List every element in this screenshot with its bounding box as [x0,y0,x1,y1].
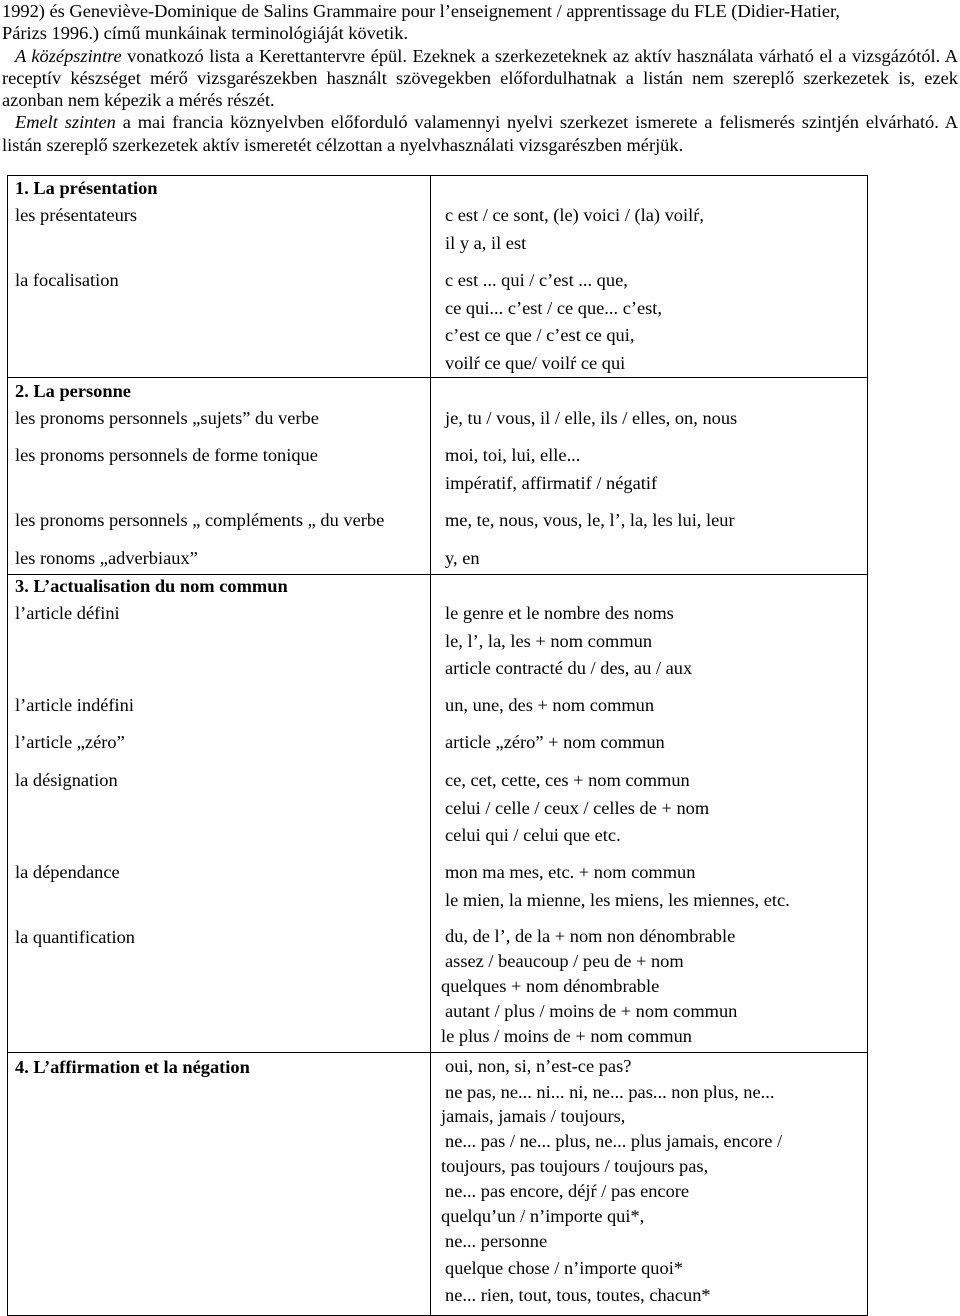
s3-row6-right: du, de l’, de la + nom non dénombrable assez / beaucoup / peu de + nom quelques + nom dénombrable autant / plus / moins de + nom commun le plus / moins de + nom commun [441,926,738,1046]
s3-row2-right: un, une, des + nom commun [445,695,655,715]
intro-text [2,0,958,156]
intro-p2-text: vonatkozó lista a Kerettantervre épül. Ezeknek a szerkezeteknek az aktív használata várható el a vizsgázótól. A receptív készséget mérő vizsgarészekben használt szövegekben előfordulhatnak a listán nem szereplő szerkezetek is, ezek azonban nem képezik a mérés részét. [2,45,958,111]
s2-row1-right: je, tu / vous, il / elle, ils / elles, on, nous [445,408,738,428]
intro-paragraph-1 [2,0,958,45]
s3-row2-left: l’article indéfini [15,695,134,715]
intro-p3-emphasis: Emelt szinten [15,112,116,133]
s2-row3-right: me, te, nous, vous, le, l’, la, les lui, leur [445,510,735,530]
s3-row1-left: l’article défini [15,603,120,623]
s2-row4-left: les ronoms „adverbiaux” [15,548,198,568]
section-title-presentation: 1. La présentation [15,178,158,198]
section-title-affirmation: 4. L’affirmation et la négation [15,1057,250,1077]
s3-row3-left: l’article „zéro” [15,732,125,752]
s1-row1-right: c est / ce sont, (le) voici / (la) voilŕ, il y a, il est [445,205,704,253]
section-title-personne: 2. La personne [15,381,131,401]
s3-row6-left: la quantification [15,927,136,947]
section-divider-4 [7,1052,867,1053]
intro-paragraph-2 [2,45,958,112]
s2-row4-right: y, en [445,548,480,568]
column-divider-s2 [430,378,431,574]
section-title-actualisation: 3. L’actualisation du nom commun [15,576,288,596]
intro-p2-emphasis: A középszintre [15,45,122,66]
s2-row1-left: les pronoms personnels „sujets” du verbe [15,408,319,428]
s1-row2-right: c est ... qui / c’est ... que, ce qui... c’est / ce que... c’est, c’est ce que / c’est ce qui, voilŕ ce que/ voilŕ ce qui [445,270,663,373]
s3-row5-right: mon ma mes, etc. + nom commun le mien, la mienne, les miens, les miennes, etc. [445,862,790,910]
s3-row1-right: le genre et le nombre des noms le, l’, la, les + nom commun article contracté du / des, au / aux [445,603,693,678]
intro-paragraph-3 [2,111,958,156]
s2-row2-left: les pronoms personnels de forme tonique [15,445,318,465]
s3-row4-left: la désignation [15,770,118,790]
s1-row2-left: la focalisation [15,270,119,290]
column-divider-s3 [430,575,431,1052]
section-divider-2 [7,377,867,378]
s3-row4-right: ce, cet, cette, ces + nom commun celui / celle / ceux / celles de + nom celui qui / celui que etc. [445,770,710,845]
intro-p1-line2: Párizs 1996.) című munkáinak terminológiáját követik. [2,23,409,44]
s1-row1-left: les présentateurs [15,205,138,225]
s4-right: oui, non, si, n’est-ce pas? ne pas, ne... ni... ni, ne... pas... non plus, ne... jamais, jamais / toujours, ne... pas / ne... plus, ne... plus jamais, encore / toujours, pas toujours / toujours pas, ne... pas encore, déjŕ / pas encore quelqu’un / n’importe qui*, ne... personne quelque chose / n’importe quoi* ne... rien, tout, tous, toutes, chacun* [441,1056,783,1305]
column-divider-s1 [430,175,431,377]
s3-row3-right: article „zéro” + nom commun [445,732,665,752]
s2-row3-left: les pronoms personnels „ compléments „ du verbe [15,510,385,530]
column-divider-s4 [430,1053,431,1315]
intro-p1-line1: 1992) és Geneviève-Dominique de Salins Grammaire pour l’enseignement / apprentissage du FLE (Didier-Hatier, [2,1,840,21]
s2-row2-right: moi, toi, lui, elle... impératif, affirmatif / négatif [445,445,658,493]
intro-p3-text: a mai francia köznyelvben előforduló valamennyi nyelvi szerkezet ismerete a felismerés szintjén elvárható. A listán szereplő szerkezetek aktív ismeretét célzottan a nyelvhasználati vizsgarészben mérjük. [2,112,958,155]
s3-row5-left: la dépendance [15,862,120,882]
